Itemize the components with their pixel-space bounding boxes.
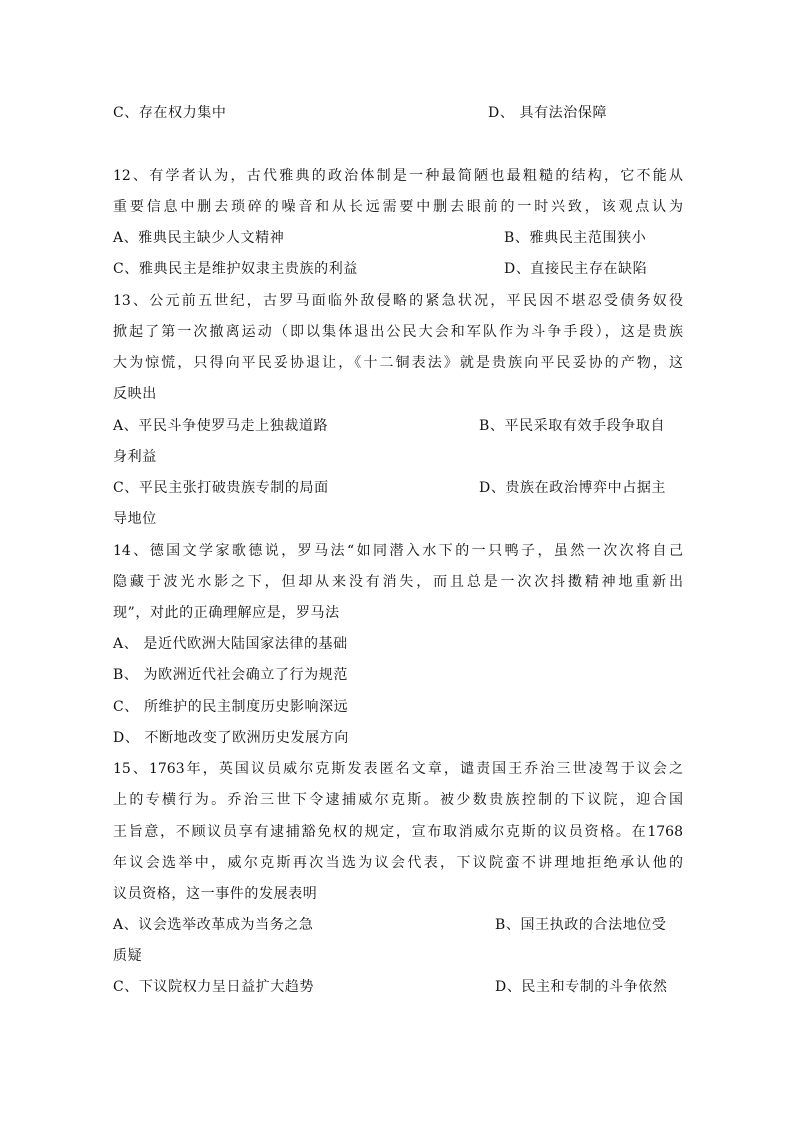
q12-stem-line-1: 12、有学者认为，古代雅典的政治体制是一种最简陋也最粗糙的结构，它不能从 bbox=[113, 168, 683, 184]
q15-option-b-cont: 质疑 bbox=[113, 948, 143, 964]
q15-stem-line-2: 上的专横行为。乔治三世下令逮捕威尔克斯。被少数贵族控制的下议院，迎合国 bbox=[113, 792, 683, 808]
q13-option-b: B、平民采取有效手段争取自 bbox=[479, 418, 666, 434]
q15-stem-line-3: 王旨意，不顾议员享有逮捕豁免权的规定，宣布取消威尔克斯的议员资格。在1768 bbox=[113, 824, 683, 840]
q13-option-c: C、平民主张打破贵族专制的局面 bbox=[113, 480, 329, 496]
q13-stem-line-3: 大为惊慌，只得向平民妥协退让，《十二铜表法》就是贵族向平民妥协的产物，这 bbox=[113, 355, 683, 371]
q14-stem-line-1: 14、德国文学家歌德说，罗马法“如同潜入水下的一只鸭子，虽然一次次将自己 bbox=[113, 543, 683, 559]
q13-option-d-cont: 导地位 bbox=[113, 511, 157, 527]
q14-stem-line-3: 现”，对此的正确理解应是，罗马法 bbox=[113, 605, 340, 621]
q14-option-a: A、 是近代欧洲大陆国家法律的基础 bbox=[113, 636, 348, 652]
q14-option-d: D、 不断地改变了欧洲历史发展方向 bbox=[113, 730, 349, 746]
q11-option-d: D、 具有法治保障 bbox=[488, 105, 608, 121]
q11-option-c: C、存在权力集中 bbox=[113, 105, 227, 121]
q13-stem-line-1: 13、公元前五世纪，古罗马面临外敌侵略的紧急状况，平民因不堪忍受债务奴役 bbox=[113, 293, 683, 309]
q14-option-b: B、 为欧洲近代社会确立了行为规范 bbox=[113, 667, 348, 683]
q13-stem-line-2: 掀起了第一次撤离运动（即以集体退出公民大会和军队作为斗争手段），这是贵族 bbox=[113, 324, 683, 340]
q13-option-d: D、贵族在政治博弈中占据主 bbox=[479, 480, 667, 496]
q14-option-c: C、 所维护的民主制度历史影响深远 bbox=[113, 699, 349, 715]
q15-option-b: B、国王执政的合法地位受 bbox=[495, 917, 667, 933]
q14-stem-line-2: 隐藏于波光水影之下，但却从来没有消失，而且总是一次次抖擞精神地重新出 bbox=[113, 574, 683, 590]
q12-option-c: C、雅典民主是维护奴隶主贵族的利益 bbox=[113, 261, 358, 277]
q15-option-a: A、议会选举改革成为当务之急 bbox=[113, 917, 314, 933]
q13-option-b-cont: 身利益 bbox=[113, 449, 157, 465]
q13-stem-line-4: 反映出 bbox=[113, 386, 157, 402]
q13-option-a: A、平民斗争使罗马走上独裁道路 bbox=[113, 418, 329, 434]
q15-stem-line-4: 年议会选举中，威尔克斯再次当选为议会代表，下议院蛮不讲理地拒绝承认他的 bbox=[113, 855, 683, 871]
q12-option-d: D、直接民主存在缺陷 bbox=[504, 261, 648, 277]
q12-option-a: A、雅典民主缺少人文精神 bbox=[113, 230, 285, 246]
q15-stem-line-5: 议员资格，这一事件的发展表明 bbox=[113, 886, 318, 902]
q12-option-b: B、雅典民主范围狭小 bbox=[504, 230, 647, 246]
q15-stem-line-1: 15、1763年，英国议员威尔克斯发表匿名文章，谴责国王乔治三世凌驾于议会之 bbox=[113, 761, 683, 777]
q15-option-c: C、下议院权力呈日益扩大趋势 bbox=[113, 979, 315, 995]
q12-stem-line-2: 重要信息中删去琐碎的噪音和从长远需要中删去眼前的一时兴致，该观点认为 bbox=[113, 199, 683, 215]
q15-option-d: D、民主和专制的斗争依然 bbox=[495, 979, 668, 995]
